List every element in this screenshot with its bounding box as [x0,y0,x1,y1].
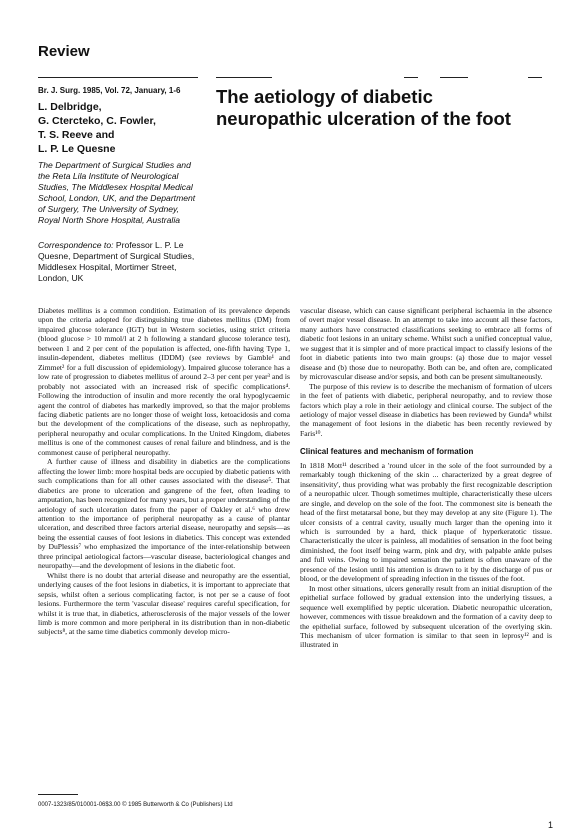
body-paragraph: In 1818 Mott¹¹ described a 'round ulcer in the sole of the foot surrounded by a remarkably tough thickening of the skin ... characterized by a great degree of insensitivity', thus providing what was probably the first recognizable description of a neuropathic ulcer. Though sometimes multiple, characteristically these ulcers are single, and develop on the sole of the foot. The commonest site is beneath the head of the first metatarsal bone, but they may develop at any site (Figure 1). The ulcer consists of a central cavity, usually much larger than the opening into it which is surrounded by a hard, thick plaque of hyperkeratotic tissue. Characteristically the ulcer is painless, all modalities of sensation in the foot being diminished, the foot itself being warm, pink and dry, with palpable ankle pulses and full veins. Owing to impaired sensation the patient is often unaware of the presence of the lesion until his attention is drawn to it by the discharge of pus or blood, or the development of spreading infection in the tissues of the foot. [300,460,552,584]
body-paragraph: Whilst there is no doubt that arterial disease and neuropathy are the essential, underlying causes of the foot lesions in diabetics, it is important to appreciate that sepsis, whilst often a serious complicating factor, is not per se a cause of foot lesions. Furthermore the term 'vascular disease' requires careful specification, for whilst it is true that, in diabetics, atherosclerosis of the major vessels of the lower limb is more common and more peripheral in its distribution than in non-diabetic subjects⁸, at the same time diabetics commonly develop micro- [38,570,290,637]
correspondence-label: Correspondence to: [38,240,114,250]
author-list [38,100,213,156]
body-paragraph: In most other situations, ulcers generally result from an initial disruption of the epithelial surface followed by gradual extension into the underlying tissues, a sequence well exemplified by peptic ulceration. Diabetic neuropathic ulceration, however, commences with tissue breakdown and the formation of a cavity deep to the epithelial surface, followed by subsequent ulceration of the overlying skin. This mechanism of ulcer formation is similar to that seen in leprosy¹² and is illustrated in [300,583,552,650]
title-line: The aetiology of diabetic [216,86,433,107]
correspondence [38,240,198,284]
author-line: G. Ctercteko, C. Fowler, [38,115,156,127]
body-paragraph: A further cause of illness and disability in diabetics are the complications affecting the lower limb: more hospital beds are occupied by diabetic patients with such complications than for all other causes associated with the disease⁵. That diabetics are prone to ulceration and gangrene of the feet, often leading to amputation, has been recognized for many years, but a proper understanding of the aetiology of such ulceration dates from the paper of Oakley et al.⁶ who drew attention to the importance of peripheral neuropathy as a cause of plantar ulceration, and described three factors arterial disease, neuropathy and sepsis—as being the essential causes of foot lesions in diabetics. This concept was extended by DuPlessis⁷ who emphasized the importance of the inter-relationship between three principal aetiological factors—vascular disease, bacteriological changes and neuropathy—and the development of lesions in the diabetic foot. [38,457,290,571]
header-rule [404,77,418,78]
right-column [300,306,552,650]
article-title [216,86,566,130]
copyright-footer: 0007-1323/85/010001-06$3.00 © 1985 Butterworth & Co (Publishers) Ltd [38,802,233,808]
page-number: 1 [548,820,554,830]
body-paragraph: The purpose of this review is to describe the mechanism of formation of ulcers in the feet of patients with diabetic, peripheral neuropathy, and to review those factors which play a role in their aetiology and clinical course. The subject of the aetiology of major vessel disease in diabetics has been reviewed by Gunda⁹ whilst the management of foot lesions in the diabetic has been recently reviewed by Faris¹⁰. [300,381,552,438]
affiliation: The Department of Surgical Studies and the Reta Lila Institute of Neurological Studies, The Middlesex Hospital Medical School, London, UK, and the Department of Surgery, The University of Sydney, Royal North Shore Hospital, Australia [38,160,196,225]
author-line: T. S. Reeve and [38,129,115,141]
header-rule [440,77,468,78]
body-paragraph: Diabetes mellitus is a common condition. Estimation of its prevalence depends upon the criteria adopted for distinguishing true diabetes mellitus (DM) from impaired glucose tolerance (IGT) but in Western societies, using strict criteria (blood glucose > 10 mmol/l at 2 h following a standard glucose tolerance test), between 1 and 2 per cent of the population is affected, one-fifth having Type 1, insulin-dependent, diabetes mellitus (IDDM) (see reviews by Gamble¹ and Zimmet² for a full discussion of epidemiology). Impaired glucose tolerance has a low rate of progression to diabetes mellitus of around 2–3 per cent per year³ and is probably not associated with an increased risk of specific complications⁴. Following the introduction of insulin and more recently the oral hypoglycaemic agent the control of diabetes has markedly improved, so that the major problems facing diabetic patients are no longer those of weight loss, ketoacidosis and coma but the development of the complications of the disease, such as nephropathy, peripheral neuropathy and ocular complications. In the United Kingdom, diabetes mellitus is one of the commonest causes of renal failure and blindness, and is the commonest cause of peripheral neuropathy. [38,306,290,457]
title-line: neuropathic ulceration of the foot [216,108,511,129]
footer-rule [38,794,78,795]
body-paragraph: vascular disease, which can cause significant peripheral ischaemia in the absence of overt major vessel disease. In an attempt to take into account all these factors, many authors have constructed classifications seeking to embrace all forms of diabetic foot lesions in an unitary scheme. Whilst such a unified conceptual value, we suggest that it is simpler and of more practical impact to classify lesions of the foot in diabetic patients into two main groups: (a) those due to major vessel disease and (b) those due to neuropathy. Both can be, and often are, complicated by microvascular disease and/or sepsis, and both can be present simultaneously. [300,306,552,382]
section-heading: Clinical features and mechanism of formation [300,447,474,457]
section-label: Review [38,43,90,60]
left-column [38,306,290,637]
header-rule [38,77,198,78]
journal-citation: Br. J. Surg. 1985, Vol. 72, January, 1-6 [38,86,181,95]
author-line: L. Delbridge, [38,101,102,113]
author-line: L. P. Le Quesne [38,143,116,155]
correspondence-address: Professor L. P. Le Quesne, Department of Surgical Studies, Middlesex Hospital, Mortimer Street, London, UK [38,240,195,283]
header-rule [528,77,542,78]
header-rule [216,77,272,78]
